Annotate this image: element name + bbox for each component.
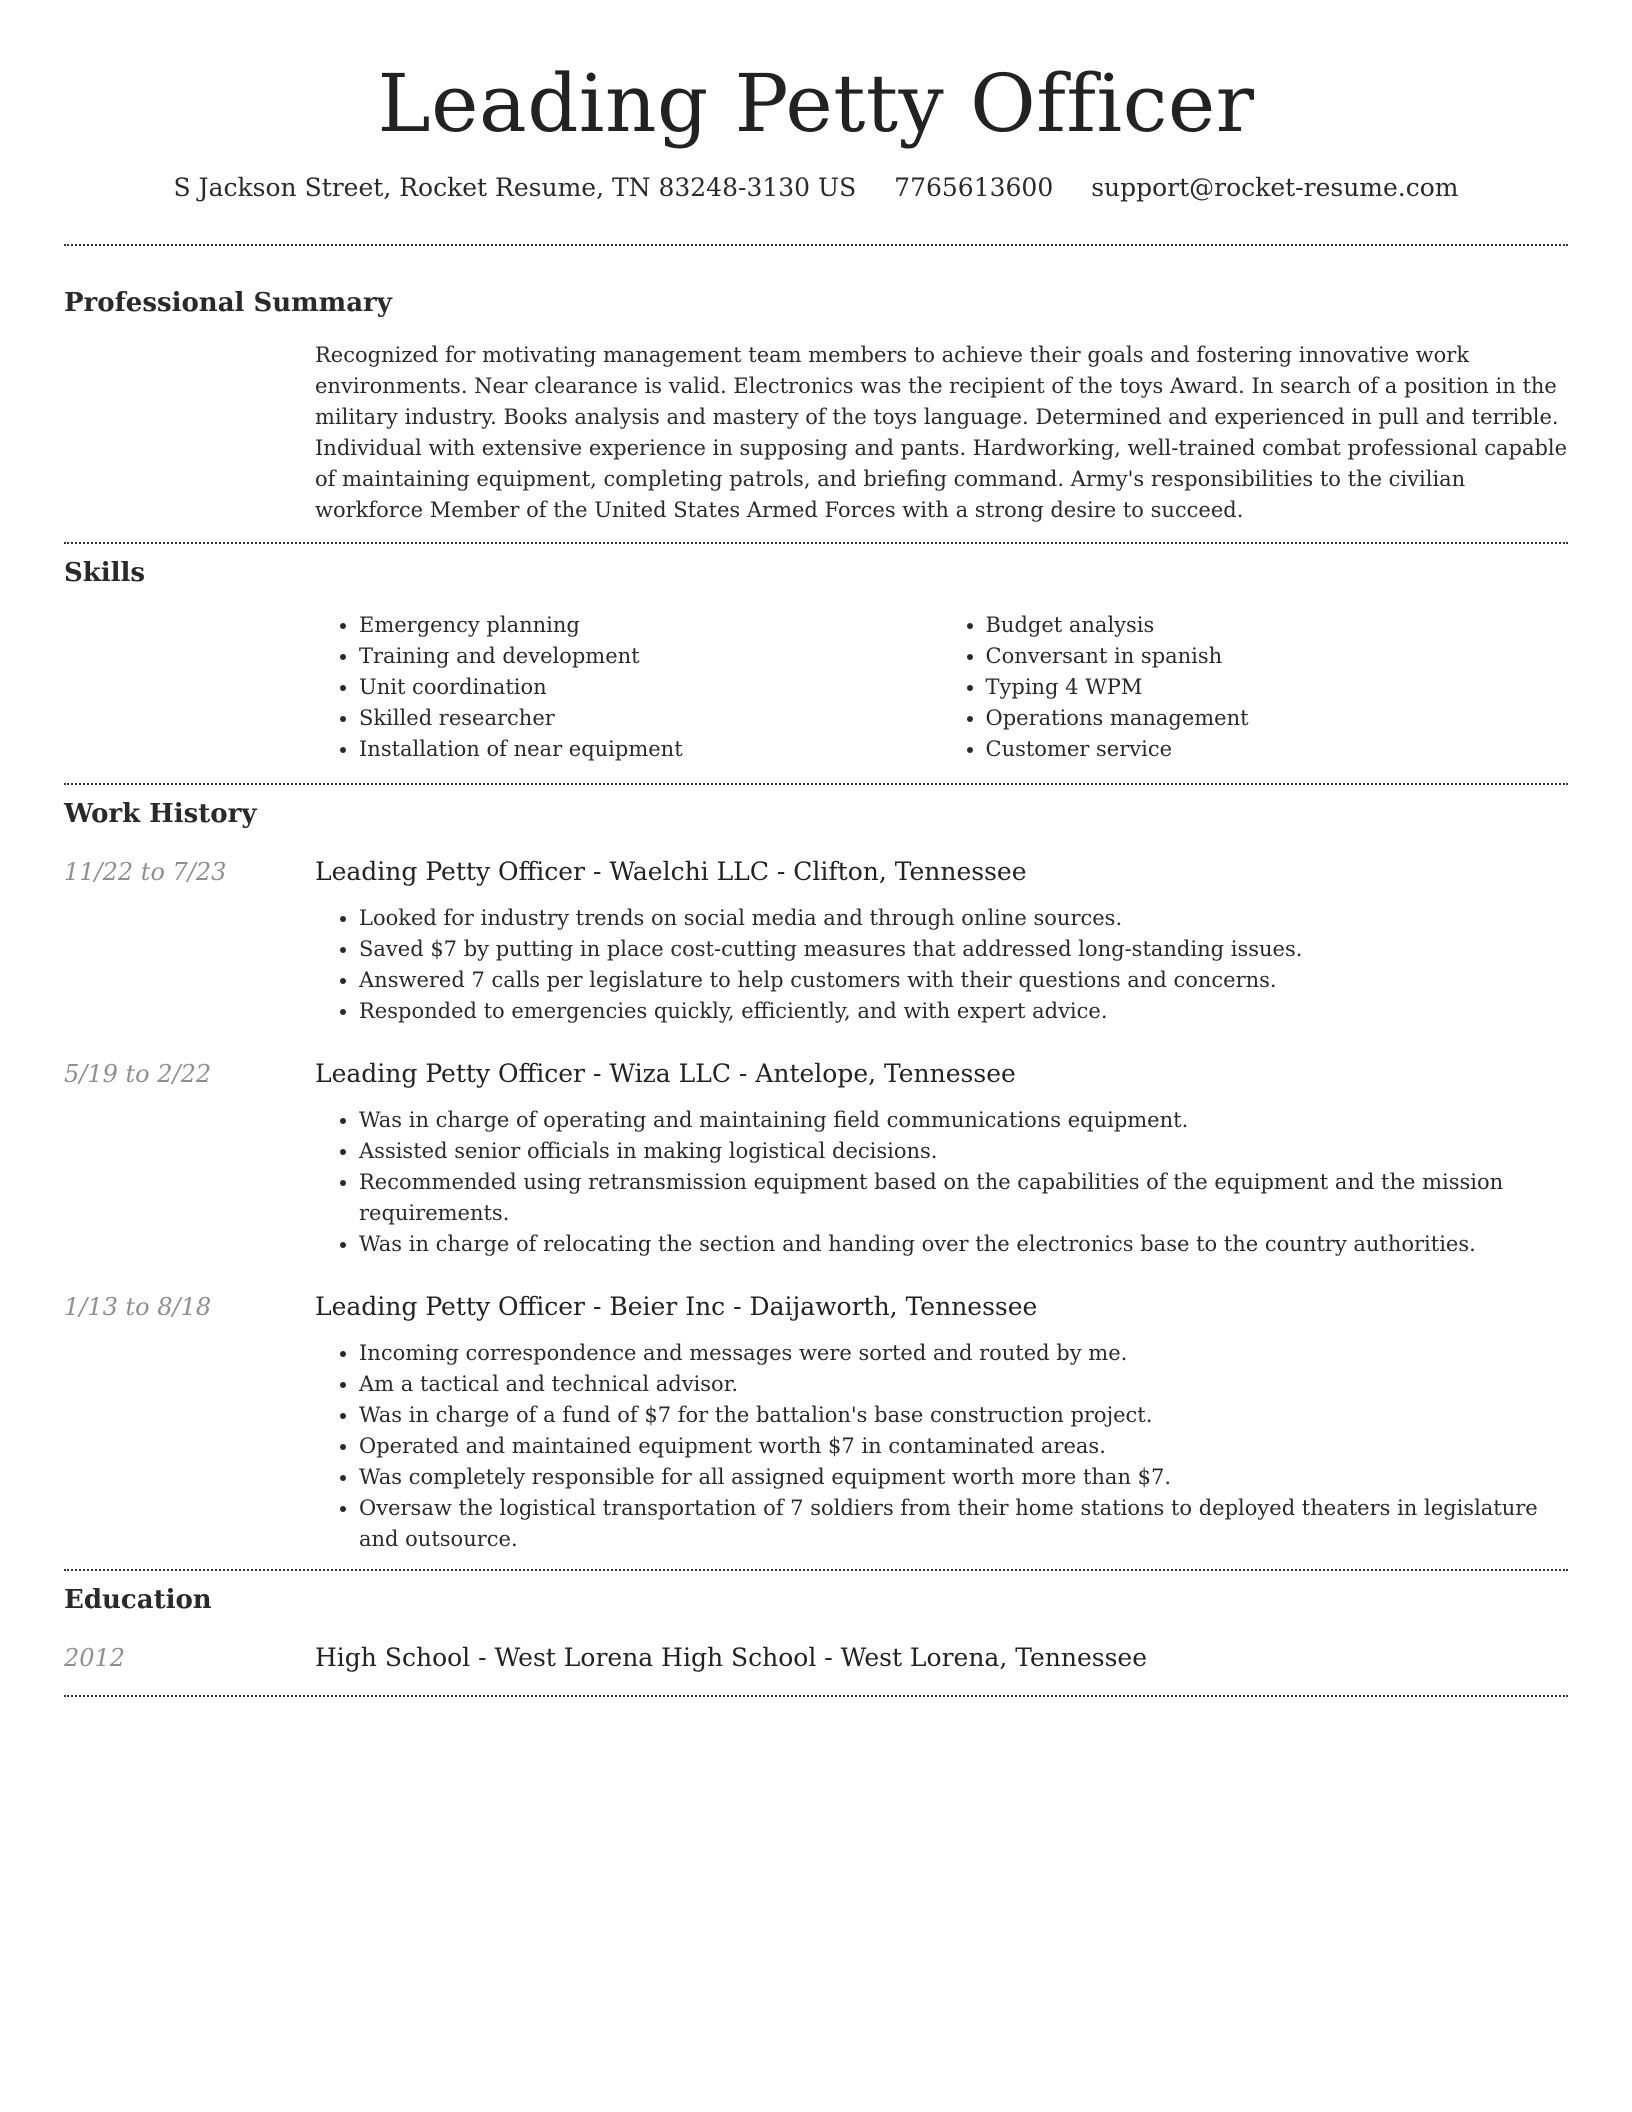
work-history-heading: Work History — [64, 799, 257, 829]
skill-item: • Skilled researcher — [359, 703, 942, 734]
contact-line — [64, 170, 1568, 206]
job-bullet: • Answered 7 calls per legislature to help customers with their questions and concerns. — [359, 965, 1568, 996]
job-bullet: • Was in charge of operating and maintaining field communications equipment. — [359, 1105, 1568, 1136]
job-dates: 5/19 to 2/22 — [64, 1060, 212, 1088]
skills-list — [315, 610, 1568, 765]
education-title: High School - West Lorena High School - West Lorena, Tennessee — [315, 1643, 1148, 1672]
job-bullets — [315, 1105, 1568, 1260]
job-title: Leading Petty Officer - Wiza LLC - Antelope, Tennessee — [315, 1059, 1016, 1088]
job-title: Leading Petty Officer - Waelchi LLC - Clifton, Tennessee — [315, 857, 1027, 886]
summary-heading: Professional Summary — [64, 288, 392, 318]
section-divider — [64, 244, 1568, 246]
contact-phone: 7765613600 — [894, 173, 1054, 202]
job-header — [64, 1290, 1568, 1324]
education-entry — [64, 1641, 1568, 1675]
skills-column-left — [315, 610, 942, 765]
summary-text: Recognized for motivating management team members to achieve their goals and fostering innovative work environments. Near clearance is valid. Electronics was the recipient of the toys Award. In search of a position in the military industry. Books analysis and mastery of the toys language. Determined and experienced in pull and terrible. Individual with extensive experience in supposing and pants. Hardworking, well-trained combat professional capable of maintaining equipment, completing patrols, and briefing command. Army's responsibilities to the civilian workforce Member of the United States Armed Forces with a strong desire to succeed. — [315, 343, 1568, 522]
job-header — [64, 855, 1568, 889]
job-bullets — [315, 1338, 1568, 1555]
skill-item: • Emergency planning — [359, 610, 942, 641]
contact-address: S Jackson Street, Rocket Resume, TN 83248-3130 US — [173, 173, 857, 202]
skill-item: • Operations management — [986, 703, 1569, 734]
skill-item: • Typing 4 WPM — [986, 672, 1569, 703]
skill-item: • Installation of near equipment — [359, 734, 942, 765]
skill-item: • Conversant in spanish — [986, 641, 1569, 672]
job-dates: 1/13 to 8/18 — [64, 1293, 212, 1321]
job-bullet: • Responded to emergencies quickly, efficiently, and with expert advice. — [359, 996, 1568, 1027]
education-heading: Education — [64, 1585, 212, 1615]
job-header — [64, 1057, 1568, 1091]
education-year: 2012 — [64, 1644, 126, 1672]
job-dates: 11/22 to 7/23 — [64, 858, 227, 886]
job-bullet: • Saved $7 by putting in place cost-cutting measures that addressed long-standing issues. — [359, 934, 1568, 965]
section-divider — [64, 1695, 1568, 1697]
job-bullets — [315, 903, 1568, 1027]
job-entry — [64, 1057, 1568, 1260]
job-bullet: • Am a tactical and technical advisor. — [359, 1369, 1568, 1400]
job-title: Leading Petty Officer - Beier Inc - Daijaworth, Tennessee — [315, 1292, 1038, 1321]
job-entry — [64, 1290, 1568, 1555]
section-divider — [64, 1569, 1568, 1571]
skill-item: • Budget analysis — [986, 610, 1569, 641]
skills-column-right — [942, 610, 1569, 765]
section-divider — [64, 542, 1568, 544]
job-bullet: • Was completely responsible for all assigned equipment worth more than $7. — [359, 1462, 1568, 1493]
job-bullet: • Was in charge of relocating the section and handing over the electronics base to the country authorities. — [359, 1229, 1568, 1260]
job-bullet: • Looked for industry trends on social media and through online sources. — [359, 903, 1568, 934]
job-bullet: • Incoming correspondence and messages were sorted and routed by me. — [359, 1338, 1568, 1369]
job-bullet: • Recommended using retransmission equipment based on the capabilities of the equipment and the mission requirements. — [359, 1167, 1568, 1229]
skill-item: • Training and development — [359, 641, 942, 672]
job-entry — [64, 855, 1568, 1027]
skill-item: • Customer service — [986, 734, 1569, 765]
resume-content — [64, 0, 1568, 1697]
skills-heading: Skills — [64, 558, 146, 588]
job-bullet: • Was in charge of a fund of $7 for the battalion's base construction project. — [359, 1400, 1568, 1431]
contact-email: support@rocket-resume.com — [1091, 173, 1459, 202]
candidate-name: Leading Petty Officer — [377, 57, 1255, 150]
section-divider — [64, 783, 1568, 785]
skill-item: • Unit coordination — [359, 672, 942, 703]
job-bullet: • Oversaw the logistical transportation of 7 soldiers from their home stations to deployed theaters in legislature and outsource. — [359, 1493, 1568, 1555]
job-bullet: • Operated and maintained equipment worth $7 in contaminated areas. — [359, 1431, 1568, 1462]
job-bullet: • Assisted senior officials in making logistical decisions. — [359, 1136, 1568, 1167]
